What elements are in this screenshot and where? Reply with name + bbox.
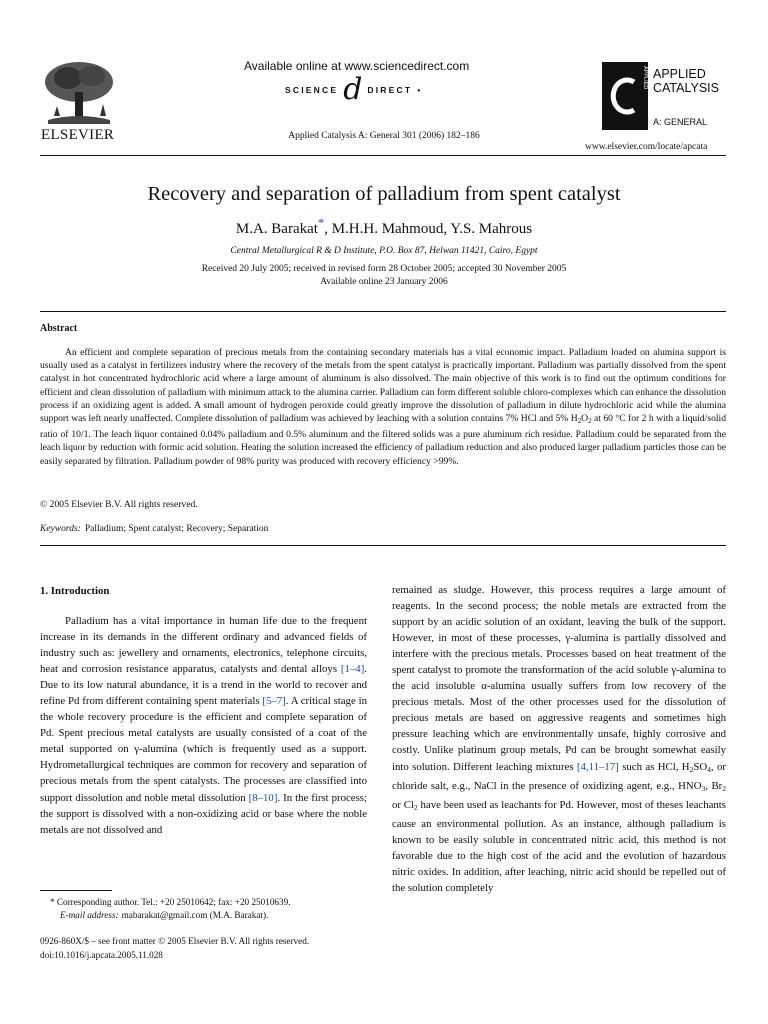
abstract-sub2: 2 (577, 417, 582, 426)
right-text-e: or Cl (392, 798, 414, 811)
right-text-f: have been used as leachants for Pd. However, most of theses leachants cause an environmental pollution. As an instance, although palladium is known to be easily soluble in concentrated nitric acid, this method is not favorable due to the high cost of the acid and the evolution of hazardous nitric oxides. In addition, after leaching, nitric acid should be repelled out of the solution completely (392, 798, 726, 894)
citation-link[interactable]: [4,11–17] (576, 760, 619, 773)
author-list (0, 216, 768, 238)
first-author: M.A. Barakat (235, 221, 318, 237)
subscript: 3 (701, 783, 706, 793)
left-text-b: . Due to its low natural abundance, it is a trend in the world to recover and refine Pd from different containing spent materials (40, 663, 367, 708)
issn-line: 0926-860X/$ – see front matter © 2005 Elsevier B.V. All rights reserved. (40, 936, 310, 946)
article-title: Recovery and separation of palladium from spent catalyst (147, 183, 621, 205)
abstract-bottom-divider (40, 545, 726, 546)
available-online-text: Available online at www.sciencedirect.com (244, 59, 470, 73)
email-address[interactable]: mabarakat@gmail.com (M.A. Barakat). (121, 910, 269, 920)
abstract-part1: An efficient and complete separation of precious metals from the containing secondary materials has a vital economic impact. Palladium loaded on alumina support is usually used as a catalyst in fertilizers industry where the recovery of the metals from the spent catalyst is practically important. Palladium was partially dissolved from the spent catalyst in hot concentrated hydrochloric acid where a large amount of aluminum is also dissolved. The main objective of this work is to find out the optimum conditions for efficient and clean dissolution of palladium with minimum attack to the alumina carrier. Palladium can form different soluble chloro-complexes which can enhance the dissolution process if an oxidizing agent is added. A small amount of hydrogen peroxide could greatly improve the dissolution of palladium in dilute hydrochloric acid while the alumina support was left nearly unaffected. Complete dissolution of palladium was achieved by leaching with a solution contains 7% HCl and 5% H (40, 347, 726, 425)
left-column (40, 613, 367, 838)
email-note (60, 910, 268, 920)
right-text-so: SO (693, 760, 708, 773)
publisher-name: ELSEVIER (41, 127, 115, 143)
right-text-a: remained as sludge. However, this process requires a large amount of reagents. In the second process; the noble metals are extracted from the support by an acidic solution of an oxidant, leaving the bulk of the support. However, in most of these processes, γ-alumina is partially dissolved and interfere with the precious metals. Processes based on heat treatment of the spent catalyst to promote the transformation of the acid soluble γ-alumina to the acid insoluble α-alumina usually suffers from low recovery of the precious metals. Most of the other processes used for the dissolution of precious metals are based on aggressive reagents and sometimes high pressure leaching which are environmentally unsafe, highly corrosive and costly. Unlike platinum group metals, Pd can be brought somewhat easily into solution. Different leaching mixtures (392, 584, 726, 773)
section-heading-introduction: 1. Introduction (40, 585, 110, 597)
right-column (392, 582, 726, 896)
right-text-c: , or chloride salt, e.g., NaCl in the presence of oxidizing agent, e.g., HNO (392, 760, 726, 792)
subscript: 2 (689, 764, 694, 774)
corresponding-author-link[interactable]: * (317, 216, 325, 230)
sciencedirect-left: SCIENCE (285, 85, 339, 95)
abstract-copyright: © 2005 Elsevier B.V. All rights reserved. (40, 499, 198, 510)
abstract-sub2-b: 2 (588, 417, 592, 426)
citation-link[interactable]: [1–4] (340, 663, 365, 676)
elsevier-tree-logo (40, 58, 118, 128)
footnote-divider (40, 890, 112, 891)
doi-link[interactable]: doi:10.1016/j.apcata.2005.11.028 (40, 950, 163, 960)
applied-catalysis-logo (602, 62, 726, 132)
citation-link[interactable]: [8–10] (248, 791, 278, 804)
subscript: 2 (413, 802, 418, 812)
header-divider (40, 155, 726, 156)
sciencedirect-logo (285, 72, 423, 107)
right-text-d: , Br (705, 779, 723, 792)
keywords (40, 524, 268, 534)
sciencedirect-right: DIRECT (367, 85, 413, 95)
received-dates: Received 20 July 2005; received in revised form 28 October 2005; accepted 30 November 2005 (201, 264, 567, 274)
other-authors: , M.H.H. Mahmoud, Y.S. Mahrous (324, 221, 533, 237)
keywords-label: Keywords: (40, 524, 81, 534)
abstract-o: O (581, 413, 589, 425)
affiliation: Central Metallurgical R & D Institute, P.O. Box 87, Helwan 11421, Cairo, Egypt (230, 246, 538, 256)
abstract-body (40, 346, 726, 468)
email-label: E-mail address: (60, 910, 119, 920)
left-text-d: . In the first process; the support is dissolved with a non-oxidizing acid or base where the noble metals are not dissolved and (40, 791, 367, 836)
corresponding-author-note: * Corresponding author. Tel.: +20 25010642; fax: +20 25010639. (50, 897, 291, 907)
left-text-a: Palladium has a vital importance in human life due to the frequent increase in its demands in the different ordinary and advanced fields of industry such as: jewellery and ornaments, electronics, telephone circuits, heat and corrosion resistance apparatus, catalysts and dental alloys (40, 615, 367, 676)
sciencedirect-at-icon: d (343, 72, 363, 107)
journal-logo-line1: APPLIED (653, 67, 706, 81)
citation-link[interactable]: [5–7] (262, 695, 286, 708)
subscript: 2 (722, 783, 726, 793)
sciencedirect-dot: • (417, 85, 423, 95)
abstract-top-divider (40, 311, 726, 312)
right-text-b: such as HCl, H (618, 760, 690, 773)
subscript: 4 (707, 764, 711, 774)
abstract-part2: at 60 °C for 2 h with a liquid/solid ratio of 10/1. The leach liquor contained 0.04% palladium and 0.5% aluminum and the filtered solids was a pure aluminum rich residue. Palladium could be separated from the leach liquor by reduction with formic acid solution. Heating the solution increased the efficiency of palladium reduction and also produced larger palladium particles those can be easily separated by filtration. Palladium powder of 98% purity was produced with recovery efficiency >99%. (40, 413, 726, 467)
journal-url[interactable]: www.elsevier.com/locate/apcata (585, 142, 708, 152)
journal-logo-spine: APPLIED (642, 66, 648, 90)
journal-citation: Applied Catalysis A: General 301 (2006) 182–186 (288, 131, 480, 141)
available-online-date: Available online 23 January 2006 (320, 277, 448, 287)
abstract-heading: Abstract (40, 323, 78, 334)
journal-logo-line2: CATALYSIS (653, 81, 719, 95)
journal-logo-line3: A: GENERAL (653, 117, 708, 127)
left-text-c: . A critical stage in the whole recovery procedure is the efficient and complete separation of Pd. Spent precious metal catalysts are usually consisted of a coat of the metal supported on γ-alumina (which is frequently used as a support. Hydrometallurgical techniques are common for recovery and separation of precious metals from the spent catalysts. The processes are classified into support dissolution and noble metal dissolution (40, 695, 367, 804)
keywords-list: Palladium; Spent catalyst; Recovery; Separation (84, 524, 269, 534)
